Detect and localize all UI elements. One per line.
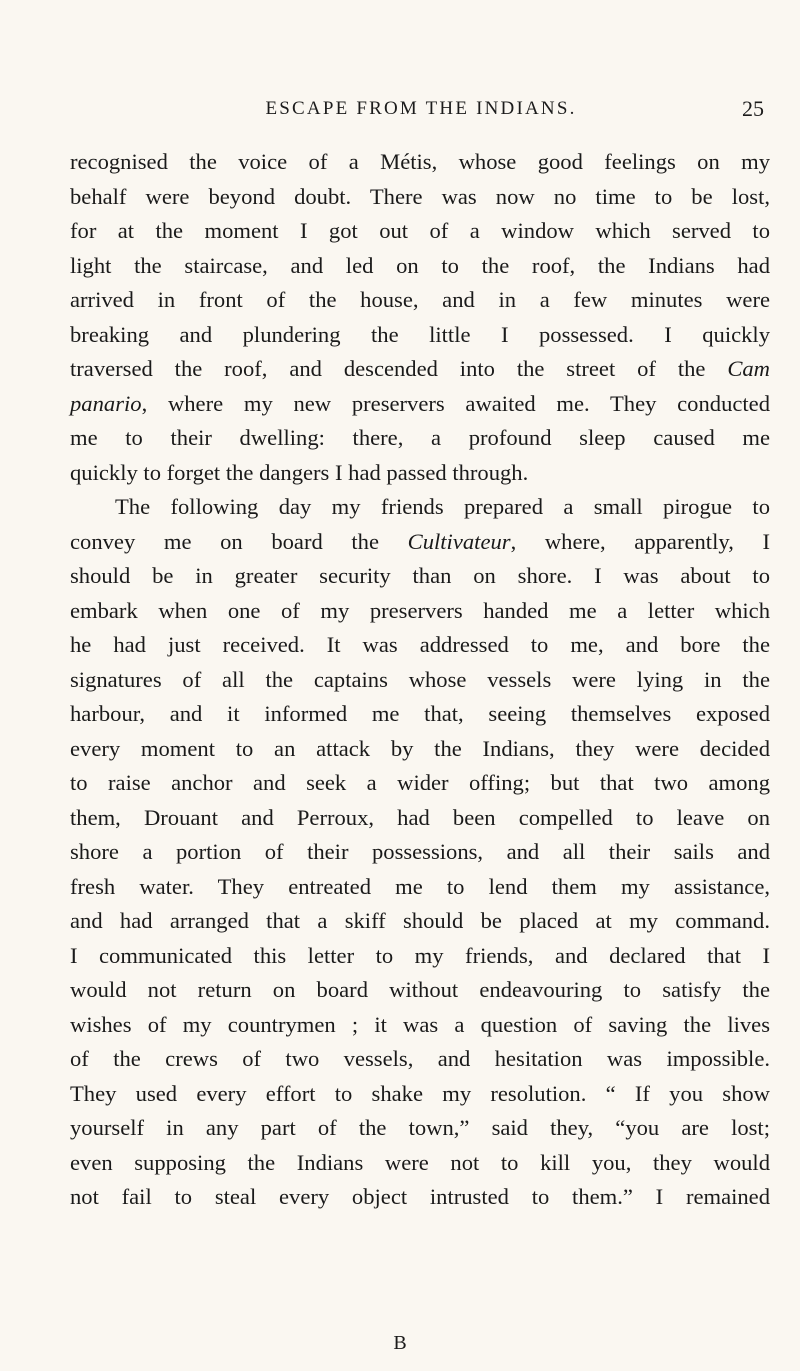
text-line <box>70 973 770 1008</box>
signature-mark: B <box>393 1332 407 1354</box>
text-line <box>70 421 770 456</box>
text-line <box>70 1077 770 1112</box>
text-line-segment: to raise anchor and seek a wider offing; but that two among <box>70 770 770 795</box>
text-line-segment: would not return on board without endeavouring to satisfy the <box>70 977 770 1002</box>
text-line-segment: not fail to steal every object intrusted to them.” I remained <box>70 1184 770 1209</box>
text-line <box>70 904 770 939</box>
italic-term: Cultivateur <box>407 528 511 554</box>
text-line-segment: , where my new preservers awaited me. They conducted <box>141 390 770 416</box>
text-line-segment: behalf were beyond doubt. There was now no time to be lost, <box>70 183 770 209</box>
text-line-segment: breaking and plundering the little I possessed. I quickly <box>70 321 770 347</box>
text-line-segment: , where, apparently, I <box>510 528 770 554</box>
text-line-segment: They used every effort to shake my resolution. “ If you show <box>70 1080 770 1106</box>
text-line-segment: should be in greater security than on shore. I was about to <box>70 563 770 588</box>
text-line-segment: embark when one of my preservers handed me a letter which <box>70 597 770 623</box>
text-line <box>70 559 770 594</box>
text-line <box>70 697 770 732</box>
text-line <box>70 594 770 629</box>
text-line-segment: light the staircase, and led on to the roof, the Indians had <box>70 252 770 278</box>
text-line <box>70 352 770 387</box>
text-line <box>70 1111 770 1146</box>
text-line-segment: fresh water. They entreated me to lend them my assistance, <box>70 873 770 899</box>
text-line-segment: and had arranged that a skiff should be placed at my command. <box>70 908 770 933</box>
text-line-segment: arrived in front of the house, and in a few minutes were <box>70 287 770 312</box>
text-line <box>70 628 770 663</box>
text-line <box>70 387 770 422</box>
text-line-segment: traversed the roof, and descended into the street of the <box>70 356 728 381</box>
text-line-segment: harbour, and it informed me that, seeing themselves exposed <box>70 701 770 726</box>
text-line <box>70 1008 770 1043</box>
text-line-segment: me to their dwelling: there, a profound sleep caused me <box>70 425 770 450</box>
text-line <box>70 1146 770 1181</box>
text-line <box>70 1180 770 1215</box>
text-line-segment: yourself in any part of the town,” said they, “you are lost; <box>70 1115 770 1140</box>
text-line <box>70 801 770 836</box>
text-line <box>70 283 770 318</box>
text-line <box>70 490 770 525</box>
text-line <box>70 870 770 905</box>
text-line-segment: for at the moment I got out of a window which served to <box>70 218 770 243</box>
body-text <box>70 145 770 1215</box>
text-line-segment: he had just received. It was addressed to me, and bore the <box>70 632 770 657</box>
text-line-segment: recognised the voice of a Métis, whose good feelings on my <box>70 149 770 174</box>
italic-term: panario <box>70 390 142 416</box>
text-line <box>70 456 770 491</box>
italic-term: Cam <box>727 356 770 381</box>
text-line-segment: The following day my friends prepared a small pirogue to <box>115 494 770 519</box>
text-line <box>70 318 770 353</box>
text-line <box>70 835 770 870</box>
text-line-segment: signatures of all the captains whose vessels were lying in the <box>70 666 770 692</box>
text-line <box>70 249 770 284</box>
page-number: 25 <box>742 96 764 121</box>
text-line <box>70 180 770 215</box>
text-line <box>70 732 770 767</box>
text-line-segment: shore a portion of their possessions, and all their sails and <box>70 839 770 864</box>
text-line <box>70 525 770 560</box>
text-line-segment: wishes of my countrymen ; it was a question of saving the lives <box>70 1011 770 1037</box>
running-title: ESCAPE FROM THE INDIANS. <box>265 98 577 119</box>
text-line <box>70 663 770 698</box>
text-line <box>70 214 770 249</box>
text-line-segment: I communicated this letter to my friends, and declared that I <box>70 942 770 968</box>
text-line <box>70 145 770 180</box>
running-head <box>70 98 772 128</box>
text-line-segment: every moment to an attack by the Indians, they were decided <box>70 735 770 761</box>
text-line-segment: quickly to forget the dangers I had passed through. <box>70 459 529 485</box>
text-line-segment: convey me on board the <box>70 528 408 554</box>
text-line-segment: even supposing the Indians were not to kill you, they would <box>70 1149 770 1175</box>
text-line <box>70 1042 770 1077</box>
text-line-segment: of the crews of two vessels, and hesitation was impossible. <box>70 1046 770 1071</box>
text-line-segment: them, Drouant and Perroux, had been compelled to leave on <box>70 804 770 830</box>
text-line <box>70 939 770 974</box>
text-line <box>70 766 770 801</box>
